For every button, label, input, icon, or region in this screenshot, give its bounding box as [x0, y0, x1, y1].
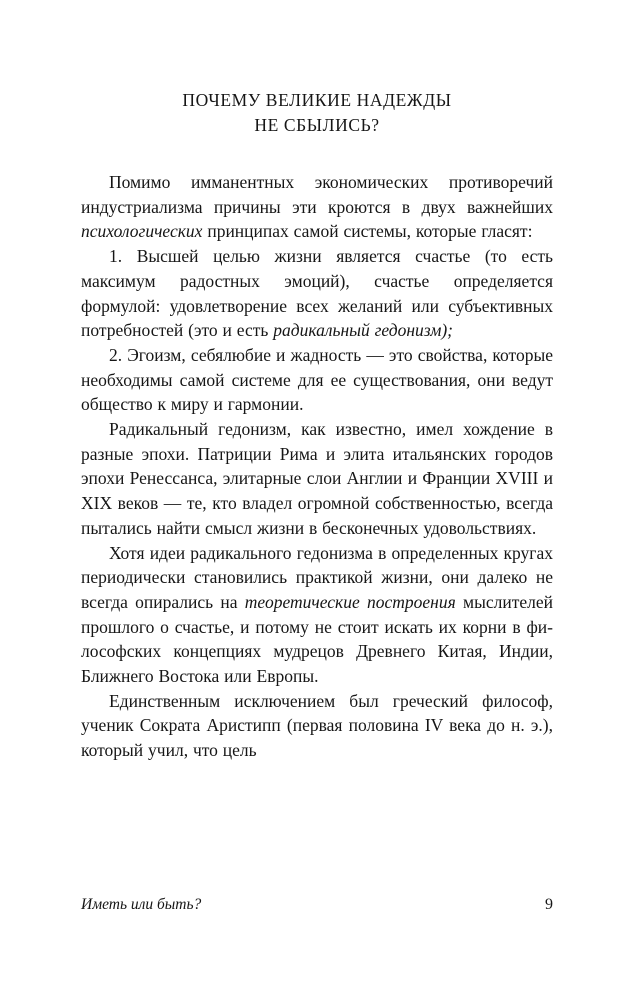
italic-text-run: теоретические построения [244, 591, 456, 612]
paragraph [81, 244, 553, 343]
paragraph [81, 417, 553, 541]
paragraph [81, 689, 553, 763]
body-text [81, 170, 553, 763]
text-run: Хотя идеи радикального гедонизма в определенных кругах периодически становились практикой жизни, они далеко не всегда опирались на [81, 542, 553, 612]
chapter-heading-line-1: ПОЧЕМУ ВЕЛИКИЕ НАДЕЖДЫ [182, 90, 452, 110]
italic-text-run: психологических [81, 221, 203, 242]
text-run: мыслителей прошлого о счастье, и потому не стоит искать их корни в философских концепциях мудрецов Древнего Китая, Индии, Ближнего Востока или Европы. [81, 591, 553, 687]
page-content [81, 88, 553, 763]
text-run: Единственным исключением был греческий философ, ученик Сократа Аристипп (первая половина IV века до н. э.), который учил, что цель [81, 690, 553, 761]
page-number: 9 [545, 896, 553, 913]
paragraph [81, 170, 553, 244]
chapter-heading [81, 88, 553, 138]
text-run: 2. Эгоизм, себялюбие и жадность — это свойства, которые необходимы самой системе для ее существования, они ведут общество к миру и гармонии. [81, 344, 553, 415]
page-footer [81, 896, 553, 914]
running-title: Иметь или быть? [81, 896, 202, 913]
text-run: принципах самой системы, которые гласят: [202, 221, 533, 242]
paragraph [81, 541, 553, 689]
text-run: 1. Высшей целью жизни является счастье (то есть максимум радостных эмоций), счастье определяется формулой: удовлетворение всех желаний или субъективных потребностей (это и есть [81, 246, 553, 341]
text-run: Радикальный гедонизм, как известно, имел хождение в разные эпохи. Патриции Рима и элита итальянских городов эпохи Ренессанса, элитарные слои Англии и Франции XVIII и XIX веков — те, кто владел огромной собственностью, всегда пытались найти смысл жизни в бесконечных удовольствиях. [81, 419, 553, 538]
paragraph [81, 343, 553, 417]
chapter-heading-line-2: НЕ СБЫЛИСЬ? [254, 115, 380, 135]
italic-text-run: радикальный гедонизм); [273, 320, 454, 341]
text-run: Помимо имманентных экономических противоречий индустриализма причины эти кроются в двух важнейших [81, 172, 553, 217]
